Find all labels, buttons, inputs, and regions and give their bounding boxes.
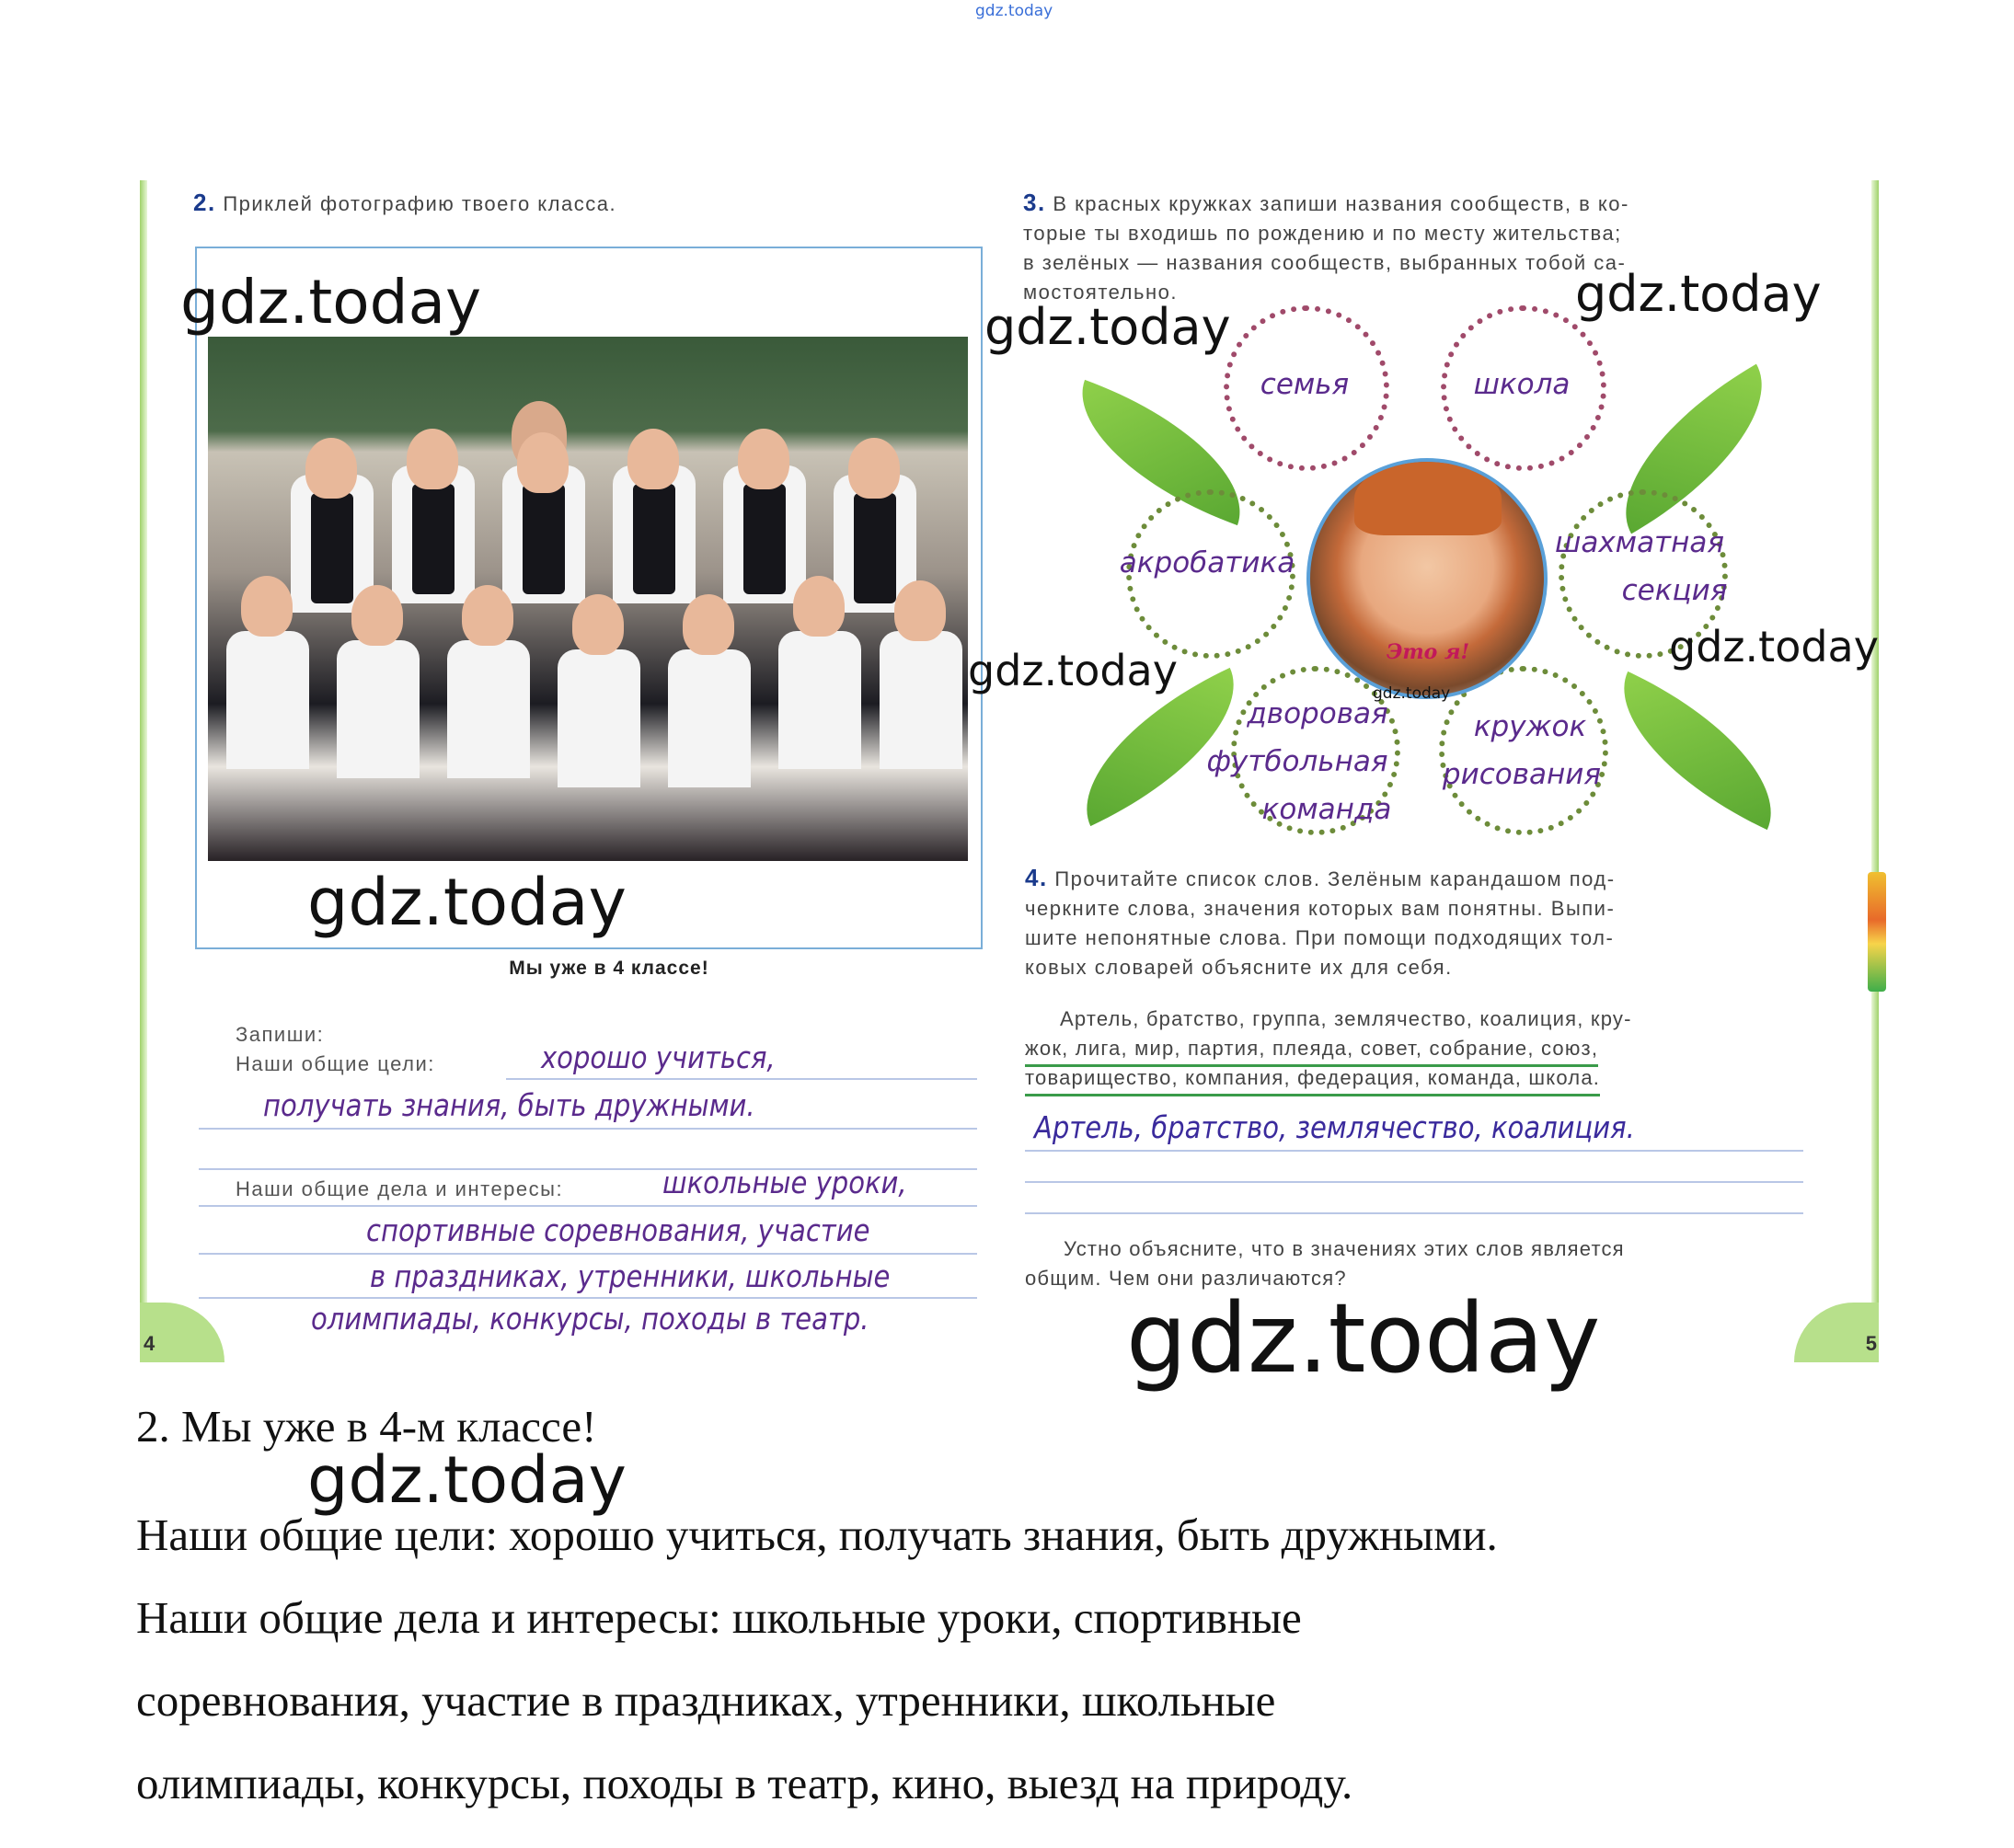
- task4-answer: Артель, братство, землячество, коалиция.: [1034, 1109, 1635, 1145]
- label-chess-1: шахматная: [1554, 526, 1725, 559]
- watermark: gdz.today: [1575, 265, 1822, 323]
- label-family: семья: [1260, 368, 1350, 401]
- task4-line-4: ковых словарей объясните их для себя.: [1025, 956, 1453, 979]
- task3-line-2: торые ты входишь по рождению и по месту жительства;: [1023, 222, 1622, 245]
- task3-line-3: в зелёных — названия сообществ, выбранных тобой са-: [1023, 251, 1627, 274]
- page-edge-right: [1871, 180, 1879, 1362]
- rule-line: [199, 1205, 977, 1207]
- task4-line-1: Прочитайте список слов. Зелёным карандашом под-: [1054, 867, 1616, 890]
- write-label: Запиши:: [236, 1023, 325, 1046]
- solution-line-2: Наши общие дела и интересы: школьные уроки, спортивные: [136, 1592, 1302, 1643]
- task2-prompt: [193, 188, 616, 219]
- page-number-left: 4: [144, 1332, 155, 1355]
- word-list-line-2: жок, лига, мир, партия, плеяда, совет, собрание, союз,: [1025, 1034, 1598, 1067]
- interests-label: Наши общие дела и интересы:: [236, 1177, 564, 1200]
- green-leaf-bottom-right: [1592, 671, 1802, 830]
- class-photo: [208, 337, 968, 861]
- watermark: gdz.today: [180, 267, 482, 338]
- solution-line-3: соревнования, участие в праздниках, утренники, школьные: [136, 1675, 1276, 1726]
- task3-line-4: мостоятельно.: [1023, 281, 1178, 304]
- task2-number: 2.: [193, 189, 216, 216]
- watermark: gdz.today: [1126, 1282, 1601, 1395]
- goals-label: Наши общие цели:: [236, 1052, 435, 1075]
- label-football-1: дворовая: [1247, 697, 1388, 730]
- task4-line-3: шите непонятные слова. При помощи подходящих тол-: [1025, 926, 1615, 949]
- label-football-3: команда: [1261, 793, 1392, 826]
- rule-line: [1025, 1212, 1803, 1214]
- side-tab-icons: [1868, 872, 1886, 992]
- portrait-label: Это я!: [1386, 640, 1470, 664]
- photo-caption: Мы уже в 4 классе!: [509, 958, 709, 979]
- top-watermark: gdz.today: [975, 2, 1053, 20]
- task2-prompt-text: Приклей фотографию твоего класса.: [223, 192, 617, 215]
- label-football-2: футбольная: [1206, 745, 1388, 778]
- page-edge-left: [140, 180, 147, 1362]
- task4-line-2: черкните слова, значения которых вам понятны. Выпи-: [1025, 897, 1616, 920]
- solution-line-4: олимпиады, конкурсы, походы в театр, кино, выезд на природу.: [136, 1758, 1353, 1808]
- goals-line-2: получать знания, быть дружными.: [263, 1087, 755, 1123]
- interests-line-4: олимпиады, конкурсы, походы в театр.: [311, 1301, 869, 1337]
- task3-number: 3.: [1023, 189, 1046, 216]
- label-acrobatics: акробатика: [1119, 546, 1295, 580]
- oral-line-2: общим. Чем они различаются?: [1025, 1267, 1347, 1290]
- task4-text: [1025, 863, 1798, 982]
- solution-line-1: Наши общие цели: хорошо учиться, получать знания, быть дружными.: [136, 1509, 1498, 1560]
- rule-line: [1025, 1150, 1803, 1152]
- watermark: gdz.today: [968, 646, 1178, 695]
- watermark: gdz.today: [1373, 684, 1451, 703]
- label-drawing-1: кружок: [1473, 710, 1587, 743]
- goals-line-1: хорошо учиться,: [541, 1039, 776, 1075]
- watermark: gdz.today: [307, 1442, 627, 1518]
- label-chess-2: секция: [1621, 574, 1728, 607]
- textbook-spread: [140, 180, 1879, 1362]
- interests-line-1: школьные уроки,: [662, 1165, 907, 1200]
- rule-line: [506, 1078, 977, 1080]
- word-list-line-1: Артель, братство, группа, землячество, коалиция, кру-: [1060, 1007, 1632, 1030]
- interests-line-3: в праздниках, утренники, школьные: [370, 1258, 891, 1294]
- rule-line: [199, 1297, 977, 1299]
- label-school: школа: [1473, 368, 1571, 401]
- solution-title: 2. Мы уже в 4-м классе!: [136, 1401, 597, 1452]
- page-number-right: 5: [1865, 1332, 1877, 1355]
- rule-line: [1025, 1181, 1803, 1183]
- watermark: gdz.today: [984, 298, 1231, 356]
- task4-number: 4.: [1025, 864, 1048, 891]
- rule-line: [199, 1128, 977, 1130]
- watermark: gdz.today: [1669, 622, 1879, 671]
- class-photo-frame: [195, 247, 983, 949]
- label-drawing-2: рисования: [1442, 758, 1602, 791]
- rule-line: [199, 1253, 977, 1255]
- interests-line-2: спортивные соревнования, участие: [366, 1212, 870, 1248]
- task3-line-1: В красных кружках запиши названия сообществ, в ко-: [1053, 192, 1629, 215]
- oral-line-1: Устно объясните, что в значениях этих слов является: [1064, 1237, 1625, 1260]
- watermark: gdz.today: [307, 865, 627, 940]
- word-list-line-3: товарищество, компания, федерация, команда, школа.: [1025, 1063, 1600, 1096]
